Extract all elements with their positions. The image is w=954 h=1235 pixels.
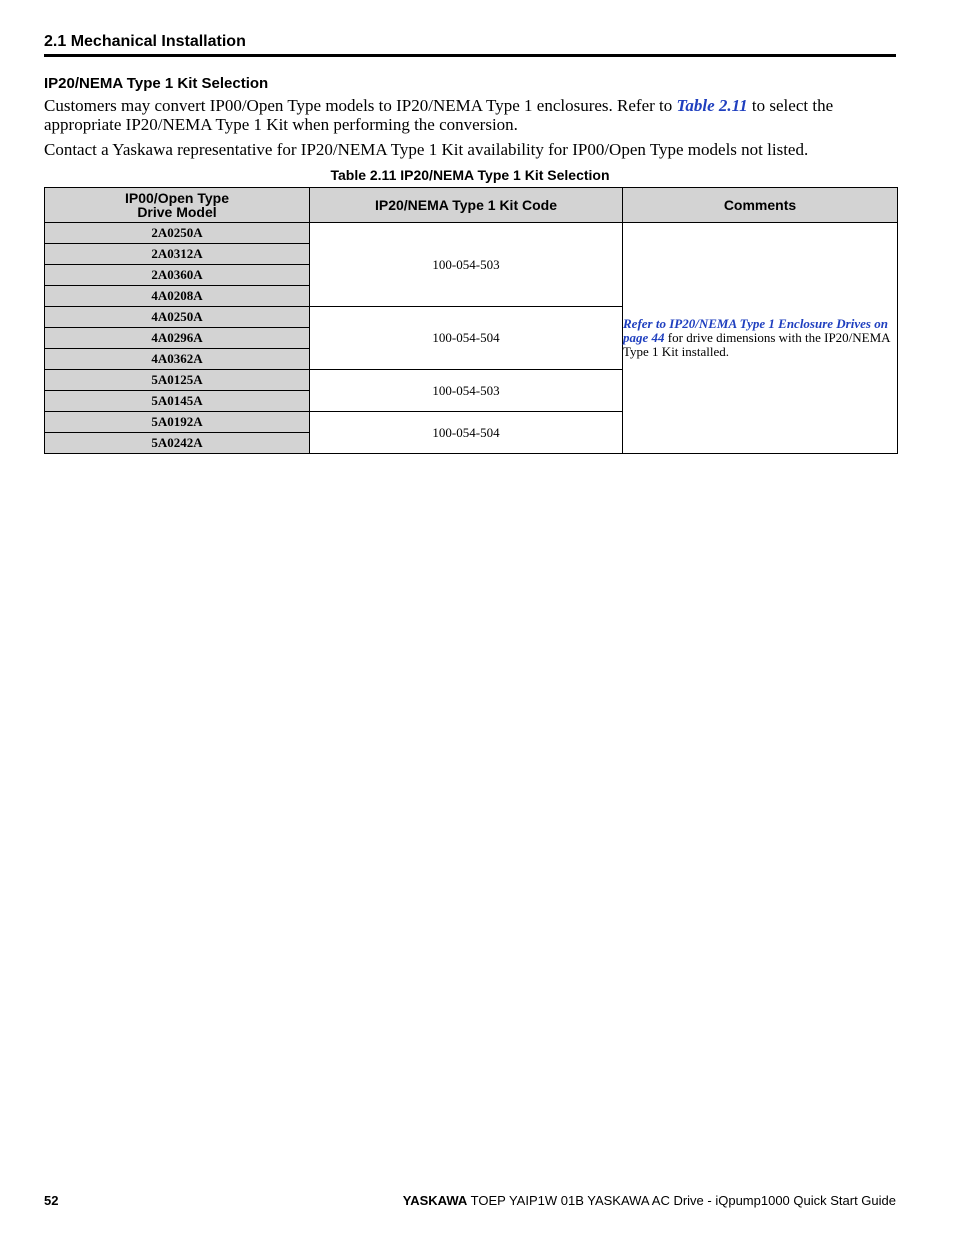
drive-model-cell: 5A0125A [45, 370, 310, 391]
drive-model-header-line1: IP00/Open Type [125, 190, 229, 206]
table-row [45, 223, 898, 244]
footer-document-title [403, 1193, 896, 1208]
comments-header: Comments [623, 188, 898, 223]
kit-code-cell: 100-054-503 [310, 223, 623, 307]
table-caption: Table 2.11 IP20/NEMA Type 1 Kit Selection [330, 167, 610, 183]
section-header: 2.1 Mechanical Installation [44, 33, 896, 57]
footer-doc-title: TOEP YAIP1W 01B YASKAWA AC Drive - iQpump1000 Quick Start Guide [467, 1193, 896, 1208]
enclosure-reference-link[interactable]: Refer to IP20/NEMA Type 1 Enclosure Drives on page 44 [623, 316, 888, 345]
comments-cell [623, 223, 898, 454]
intro-text-end: to select the appropriate IP20/NEMA Type 1 Kit when performing the conversion. [44, 96, 834, 134]
drive-model-cell: 4A0208A [45, 286, 310, 307]
drive-model-header-line2: Drive Model [137, 204, 217, 220]
kit-selection-table [44, 187, 898, 454]
kit-code-cell: 100-054-503 [310, 370, 623, 412]
subsection-heading: IP20/NEMA Type 1 Kit Selection [44, 75, 269, 92]
drive-model-cell: 4A0362A [45, 349, 310, 370]
kit-code-cell: 100-054-504 [310, 412, 623, 454]
drive-model-cell: 2A0250A [45, 223, 310, 244]
drive-model-cell: 2A0360A [45, 265, 310, 286]
drive-model-cell: 5A0242A [45, 433, 310, 454]
kit-code-cell: 100-054-504 [310, 307, 623, 370]
table-header-row [45, 188, 898, 223]
comments-text: for drive dimensions with the IP20/NEMA Type 1 Kit installed. [623, 330, 890, 359]
drive-model-cell: 5A0145A [45, 391, 310, 412]
page-number: 52 [44, 1193, 59, 1208]
drive-model-cell: 4A0250A [45, 307, 310, 328]
contact-paragraph: Contact a Yaskawa representative for IP20/NEMA Type 1 Kit availability for IP00/Open Type models not listed. [44, 140, 809, 159]
drive-model-cell: 5A0192A [45, 412, 310, 433]
drive-model-cell: 4A0296A [45, 328, 310, 349]
intro-paragraph [44, 96, 896, 134]
drive-model-cell: 2A0312A [45, 244, 310, 265]
kit-code-header: IP20/NEMA Type 1 Kit Code [310, 188, 623, 223]
table-reference-link[interactable]: Table 2.11 [676, 96, 748, 115]
intro-text-start: Customers may convert IP00/Open Type models to IP20/NEMA Type 1 enclosures. Refer to [44, 96, 677, 115]
drive-model-header [45, 188, 310, 223]
footer-brand: YASKAWA [402, 1193, 468, 1208]
